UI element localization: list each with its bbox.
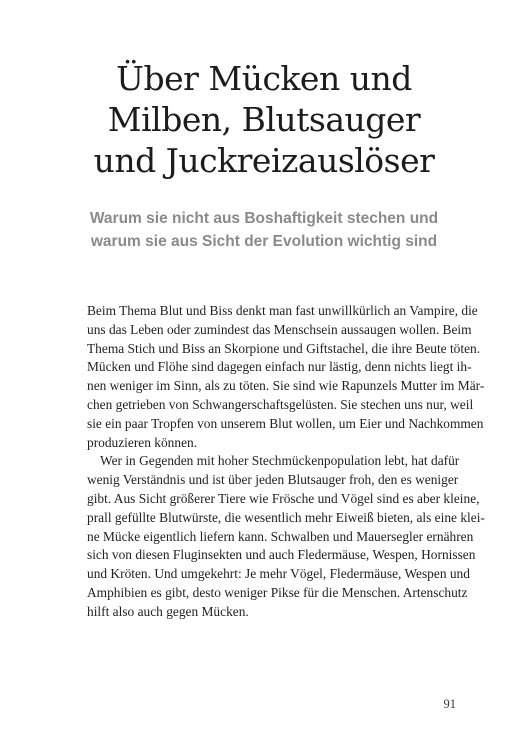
text-line: gibt. Aus Sicht größerer Tiere wie Frösche und Vögel sind es aber kleine, xyxy=(87,490,480,506)
chapter-title xyxy=(40,58,488,181)
text-line: chen getrieben von Schwangerschaftsgelüsten. Sie stechen uns nur, weil xyxy=(87,396,474,412)
paragraph xyxy=(87,452,485,621)
paragraph xyxy=(87,302,485,452)
chapter-title-line: Milben, Blutsauger xyxy=(107,100,421,139)
chapter-subtitle xyxy=(40,207,488,253)
text-line: Thema Stich und Biss an Skorpione und Giftstachel, die ihre Beute töten. xyxy=(87,340,481,356)
text-line: ne Mücke eigentlich liefern kann. Schwalben und Mauersegler ernähren xyxy=(87,528,474,544)
chapter-subtitle-line: Warum sie nicht aus Boshaftigkeit stechen und xyxy=(89,210,439,227)
text-line: sie ein paar Tropfen von unserem Blut wollen, um Eier und Nachkommen xyxy=(87,415,484,431)
text-line: und Kröten. Und umgekehrt: Je mehr Vögel, Fledermäuse, Wespen und xyxy=(87,566,470,582)
page-number: 91 xyxy=(443,697,456,711)
text-line: uns das Leben oder zumindest das Menschsein aussaugen wollen. Beim xyxy=(87,321,472,337)
text-line: wenig Verständnis und ist über jeden Blutsauger froh, den es weniger xyxy=(87,472,459,488)
text-line: nen weniger im Sinn, als zu töten. Sie sind wie Rapunzels Mutter im Mär- xyxy=(87,378,485,394)
text-line: sich von diesen Fluginsekten und auch Fledermäuse, Wespen, Hornissen xyxy=(87,547,476,563)
text-line: Amphibien es gibt, desto weniger Pikse für die Menschen. Artenschutz xyxy=(87,584,468,600)
chapter-title-line: und Juckreizauslöser xyxy=(93,141,435,180)
text-line: hilft also auch gegen Mücken. xyxy=(87,603,249,619)
text-line: Mücken und Flöhe sind dagegen einfach nur lästig, denn nichts liegt ih- xyxy=(87,359,472,375)
text-line: produzieren können. xyxy=(87,434,198,450)
chapter-title-line: Über Mücken und xyxy=(116,59,412,98)
text-line: prall gefüllte Blutwürste, die wesentlich mehr Eiweiß bieten, als eine klei- xyxy=(87,509,485,525)
chapter-subtitle-line: warum sie aus Sicht der Evolution wichtig sind xyxy=(90,233,438,250)
text-line: Wer in Gegenden mit hoher Stechmückenpopulation lebt, hat dafür xyxy=(100,453,460,469)
body-text xyxy=(87,302,485,622)
text-line: Beim Thema Blut und Biss denkt man fast unwillkürlich an Vampire, die xyxy=(87,303,478,318)
